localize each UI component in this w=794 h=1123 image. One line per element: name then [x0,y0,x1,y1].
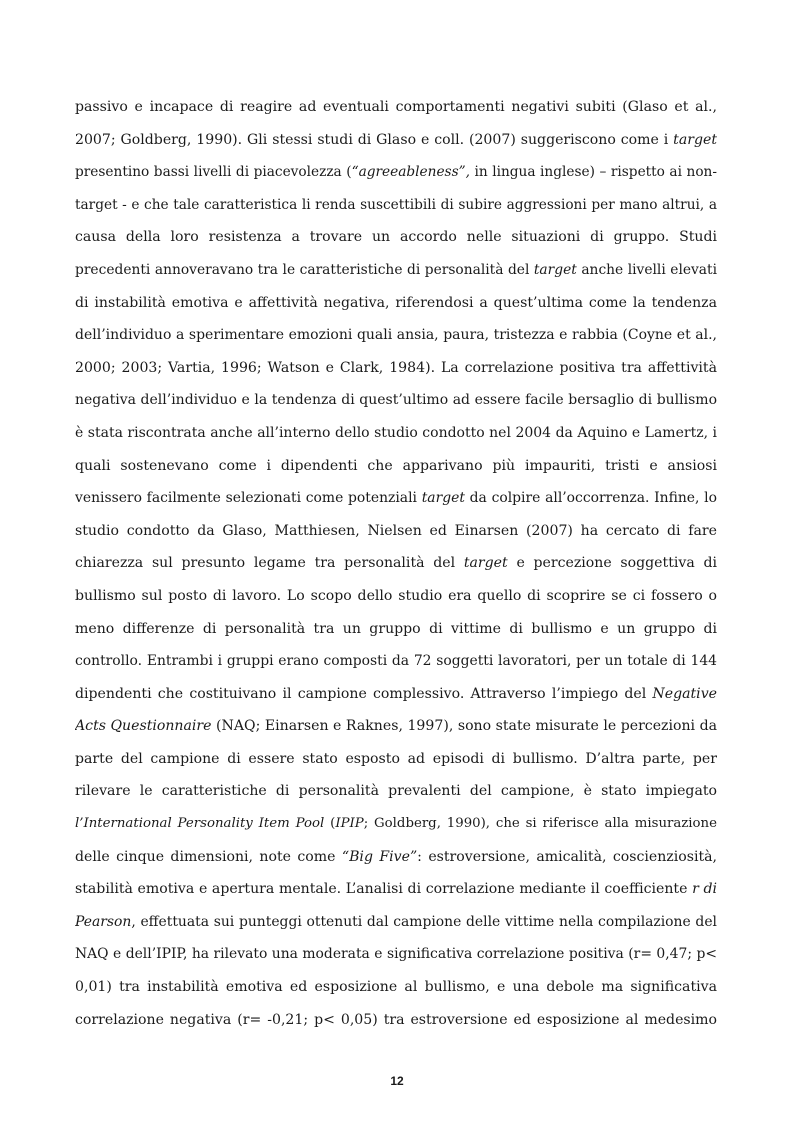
text-segment: stabilità emotiva e apertura mentale. L’analisi di correlazione mediante il coefficiente [75,881,693,898]
text-segment: da colpire all’occorrenza. Infine, lo [464,490,717,507]
italic-text: r di [692,881,717,898]
text-segment: negativa dell’individuo e la tendenza di quest’ultimo ad essere facile bersaglio di bullismo [75,392,717,409]
italic-text: target [463,555,508,572]
italic-text: target [533,261,577,278]
italic-text: target [673,131,717,148]
text-line [75,580,717,613]
text-segment: quali sostenevano come i dipendenti che apparivano più impauriti, tristi e ansiosi [75,457,717,474]
text-line [75,254,717,287]
text-segment: ( [324,816,336,832]
text-line [75,287,717,320]
text-segment: è stata riscontrata anche all’interno dello studio condotto nel 2004 da Aquino e Lamertz, i [75,424,717,441]
text-line [75,873,717,906]
text-line [75,547,717,580]
text-segment: anche livelli elevati [576,261,717,278]
text-segment: in lingua inglese) – rispetto ai non- [469,164,717,181]
text-line [75,971,717,1004]
italic-text: “agreeableness”, [351,164,470,181]
text-segment: studio condotto da Glaso, Matthiesen, Nielsen ed Einarsen (2007) ha cercato di fare [75,522,717,539]
italic-text: Negative [652,685,717,702]
text-line [75,906,717,939]
text-segment: correlazione negativa (r= -0,21; p< 0,05) tra estroversione ed esposizione al medesimo [75,1011,717,1028]
text-line [75,450,717,483]
italic-text: Acts Questionnaire [75,718,212,735]
text-segment: controllo. Entrambi i gruppi erano composti da 72 soggetti lavoratori, per un totale di 144 [75,653,717,670]
text-line [75,938,717,971]
text-segment: presentino bassi livelli di piacevolezza ( [75,164,352,181]
text-line [75,645,717,678]
text-segment: target - e che tale caratteristica li renda suscettibili di subire aggressioni per mano altrui, a [75,196,717,213]
text-line [75,515,717,548]
text-line [75,124,717,157]
italic-text: l’International Personality Item Pool [75,816,325,832]
text-segment: di instabilità emotiva e affettività negativa, riferendosi a quest’ultima come la tendenza [75,294,717,311]
text-line [75,482,717,515]
text-segment: bullismo sul posto di lavoro. Lo scopo dello studio era quello di scoprire se ci fossero o [75,587,717,604]
italic-text: IPIP [335,816,364,832]
text-segment: 0,01) tra instabilità emotiva ed esposizione al bullismo, e una debole ma significativa [75,979,717,996]
italic-text: “Big Five” [341,848,418,865]
text-segment: NAQ e dell’IPIP, ha rilevato una moderata e significativa correlazione positiva (r= 0,47; p< [75,946,717,963]
italic-text: Pearson [75,913,132,930]
text-line [75,319,717,352]
text-segment: : estroversione, amicalità, coscienziosità, [417,848,717,865]
page-number: 12 [390,1074,404,1088]
text-segment: chiarezza sul presunto legame tra personalità del [75,555,464,572]
text-line [75,417,717,450]
text-line [75,710,717,743]
text-segment: dipendenti che costituivano il campione complessivo. Attraverso l’impiego del [75,685,653,702]
text-line [75,613,717,646]
text-segment: 2000; 2003; Vartia, 1996; Watson e Clark, 1984). La correlazione positiva tra affettività [75,359,717,376]
text-line [75,189,717,222]
text-line [75,384,717,417]
text-segment: rilevare le caratteristiche di personalità prevalenti del campione, è stato impiegato [75,783,717,800]
text-segment: precedenti annoveravano tra le caratteristiche di personalità del [75,261,534,278]
text-segment: dell’individuo a sperimentare emozioni quali ansia, paura, tristezza e rabbia (Coyne et al., [75,327,717,344]
text-segment: e percezione soggettiva di [507,555,717,572]
text-line [75,221,717,254]
body-text [75,91,717,1036]
text-segment: 2007; Goldberg, 1990). Gli stessi studi di Glaso e coll. (2007) suggeriscono come i [75,131,674,148]
text-segment: , effettuata sui punteggi ottenuti dal campione delle vittime nella compilazione del [131,913,717,930]
text-segment: causa della loro resistenza a trovare un accordo nelle situazioni di gruppo. Studi [75,229,717,246]
text-segment: passivo e incapace di reagire ad eventuali comportamenti negativi subiti (Glaso et al., [75,99,717,115]
text-segment: delle cinque dimensioni, note come [75,848,342,865]
text-segment: meno differenze di personalità tra un gruppo di vittime di bullismo e un gruppo di [75,620,717,637]
text-segment: (NAQ; Einarsen e Raknes, 1997), sono state misurate le percezioni da [211,718,717,735]
text-line [75,91,717,124]
italic-text: target [421,490,465,507]
text-line [75,156,717,189]
text-line [75,743,717,776]
text-line [75,841,717,874]
text-line [75,808,717,841]
text-segment: venissero facilmente selezionati come potenziali [75,490,422,507]
text-line [75,352,717,385]
text-segment: ; Goldberg, 1990), che si riferisce alla misurazione [363,816,717,832]
text-line [75,678,717,711]
text-line [75,1004,717,1037]
text-line [75,775,717,808]
text-segment: parte del campione di essere stato esposto ad episodi di bullismo. D’altra parte, per [75,750,717,767]
